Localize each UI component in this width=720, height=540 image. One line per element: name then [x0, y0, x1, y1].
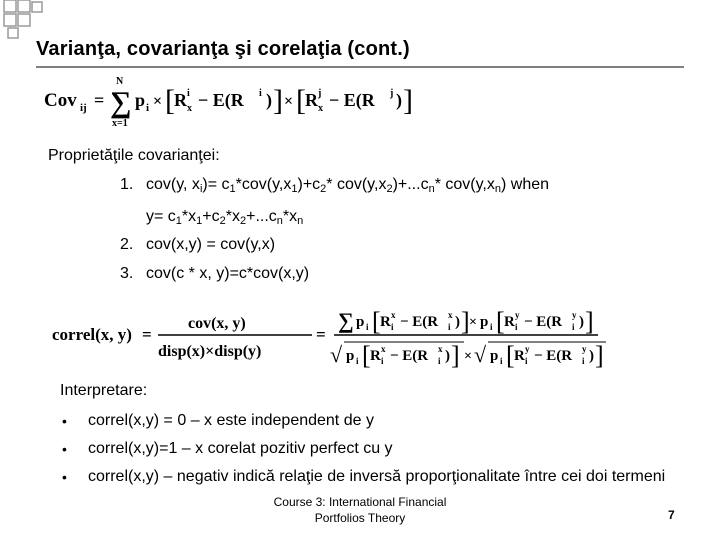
svg-text:]: ]	[403, 84, 413, 117]
svg-text:x=1: x=1	[112, 118, 128, 129]
svg-text:i: i	[259, 88, 262, 99]
svg-text:y: y	[515, 310, 520, 320]
svg-text:ij: ij	[80, 102, 87, 114]
svg-text:i: i	[448, 322, 451, 332]
svg-text:=: =	[94, 90, 105, 110]
svg-text:x: x	[391, 310, 396, 320]
bullet-3-symbol: •	[62, 469, 67, 485]
bullet-2-symbol: •	[62, 441, 67, 457]
svg-text:]: ]	[461, 307, 470, 336]
footer-line-2: Portfolios Theory	[314, 511, 406, 525]
svg-text:R: R	[174, 90, 187, 110]
svg-text:y: y	[582, 344, 587, 354]
svg-text:i: i	[525, 356, 528, 366]
svg-text:− E(R: − E(R	[400, 314, 439, 330]
svg-text:R: R	[504, 314, 515, 330]
svg-text:i: i	[391, 322, 394, 332]
svg-text:p: p	[490, 348, 499, 364]
footer-line-1: Course 3: International Financial	[273, 495, 447, 509]
svg-text:i: i	[515, 322, 518, 332]
property-2-number: 2.	[120, 236, 134, 253]
properties-heading: Proprietăţile covarianţei:	[48, 147, 220, 164]
bullet-3-text: correl(x,y) – negativ indică relaţie de inversă proporţionalitate între cei doi termeni	[88, 468, 666, 485]
svg-text:Cov: Cov	[44, 90, 77, 111]
svg-text:): )	[445, 348, 450, 364]
svg-text:i: i	[438, 356, 441, 366]
svg-text:y: y	[525, 344, 530, 354]
svg-text:j: j	[318, 88, 322, 99]
svg-text:p: p	[480, 314, 489, 330]
svg-text:=: =	[142, 325, 152, 344]
bullet-1-text: correl(x,y) = 0 – x este independent de y	[88, 412, 374, 429]
svg-text:i: i	[366, 322, 369, 332]
svg-text:− E(R: − E(R	[524, 314, 563, 330]
page-number: 7	[668, 508, 675, 522]
svg-text:i: i	[582, 356, 585, 366]
svg-text:∑: ∑	[338, 308, 354, 333]
svg-text:): )	[266, 90, 272, 110]
svg-text:×: ×	[469, 315, 477, 330]
svg-text:x: x	[381, 344, 386, 354]
bullet-2-text: correl(x,y)=1 – x corelat pozitiv perfect cu y	[88, 440, 393, 457]
property-1-number: 1.	[120, 176, 134, 193]
svg-text:i: i	[381, 356, 384, 366]
svg-text:− E(R: − E(R	[329, 90, 375, 110]
svg-text:N: N	[116, 76, 124, 87]
svg-text:√: √	[474, 342, 487, 367]
svg-text:]: ]	[595, 341, 604, 370]
svg-text:]: ]	[451, 341, 460, 370]
svg-text:p: p	[346, 348, 355, 364]
svg-text:− E(R: − E(R	[198, 90, 244, 110]
svg-text:− E(R: − E(R	[534, 348, 573, 364]
svg-text:p: p	[356, 314, 365, 330]
svg-text:R: R	[305, 90, 318, 110]
svg-text:disp(x)×disp(y): disp(x)×disp(y)	[158, 343, 262, 360]
svg-text:x: x	[448, 310, 453, 320]
slide-title: Varianţa, covarianţa şi corelaţia (cont.)	[36, 38, 410, 60]
svg-text:− E(R: − E(R	[390, 348, 429, 364]
svg-text:): )	[455, 314, 460, 330]
property-1-line2: $y= c_1*x_1+c_2*x_2+...c_n*x_n$	[146, 208, 304, 227]
svg-text:R: R	[380, 314, 391, 330]
svg-text:]: ]	[273, 84, 283, 117]
svg-text:[: [	[362, 341, 371, 370]
bullet-1-symbol: •	[62, 413, 67, 429]
svg-text:correl(x, y): correl(x, y)	[52, 325, 132, 344]
svg-text:i: i	[146, 102, 150, 114]
property-3-text: cov(c * x, y)=c*cov(x,y)	[146, 265, 310, 282]
property-3-number: 3.	[120, 265, 134, 282]
svg-text:√: √	[330, 342, 343, 367]
svg-text:×: ×	[153, 93, 163, 110]
svg-text:cov(x, y): cov(x, y)	[188, 315, 246, 332]
svg-text:y: y	[572, 310, 577, 320]
svg-text:R: R	[514, 348, 525, 364]
svg-text:x: x	[318, 103, 323, 114]
svg-text:=: =	[316, 325, 326, 344]
svg-text:[: [	[496, 307, 505, 336]
svg-text:[: [	[506, 341, 515, 370]
svg-text:R: R	[370, 348, 381, 364]
svg-text:∑: ∑	[110, 86, 132, 119]
svg-text:[: [	[296, 84, 306, 117]
svg-text:): )	[579, 314, 584, 330]
svg-text:i: i	[187, 88, 190, 99]
svg-text:i: i	[490, 322, 493, 332]
correlation-formula	[50, 298, 610, 370]
svg-text:x: x	[438, 344, 443, 354]
interpretation-heading: Interpretare:	[60, 382, 148, 399]
svg-text:j: j	[390, 88, 394, 99]
svg-text:×: ×	[464, 349, 472, 364]
property-1-line1: 1. cov(y, $x_i)= c_1*cov(y,x_1)+c_2*$ $cov(y,x_2)+...c_n*$ $cov(y,x_n)$ when	[120, 176, 550, 195]
svg-text:i: i	[500, 356, 503, 366]
corner-decoration	[0, 0, 80, 40]
svg-text:i: i	[356, 356, 359, 366]
covariance-formula	[40, 74, 420, 130]
svg-text:i: i	[572, 322, 575, 332]
svg-text:): )	[396, 90, 402, 110]
property-3	[120, 265, 309, 283]
footer	[250, 494, 470, 526]
svg-text:]: ]	[585, 307, 594, 336]
svg-text:[: [	[372, 307, 381, 336]
svg-text:p: p	[135, 90, 146, 110]
svg-text:[: [	[165, 84, 175, 117]
property-2	[120, 236, 275, 254]
svg-text:x: x	[187, 103, 192, 114]
title-divider	[36, 66, 684, 68]
property-2-text: cov(x,y) = cov(y,x)	[146, 236, 276, 253]
svg-text:×: ×	[284, 93, 294, 110]
svg-text:): )	[589, 348, 594, 364]
